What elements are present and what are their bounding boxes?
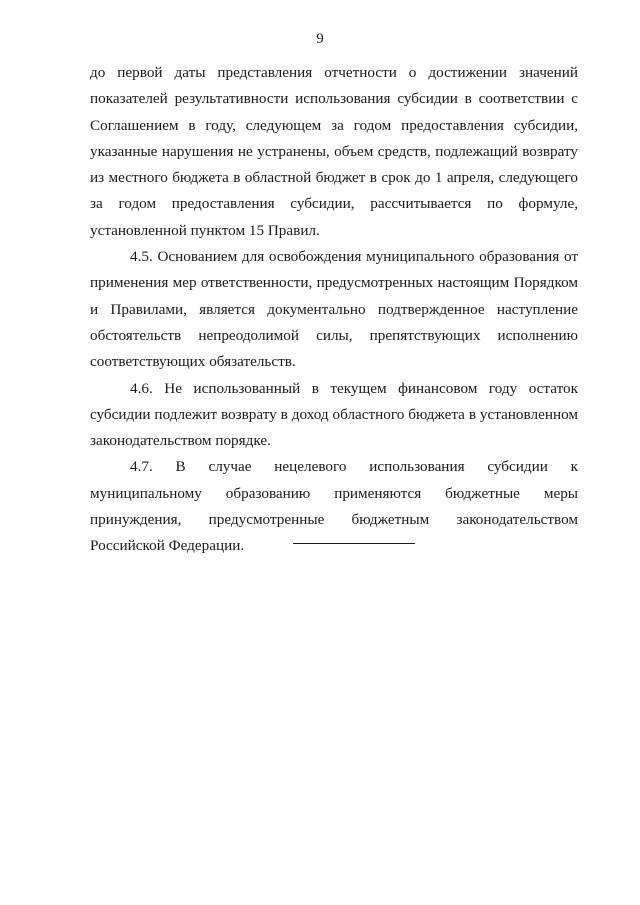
- paragraph-continuation: до первой даты представления отчетности о достижении значений показателей результативности использования субсидии в соответствии с Соглашением в году, следующем за годом предоставления субсидии, указанные нарушения не устранены, объем средств, подлежащий возврату из местного бюджета в областной бюджет в срок до 1 апреля, следующего за годом предоставления субсидии, рассчитывается по формуле, установленной пунктом 15 Правил.: [90, 64, 578, 239]
- paragraph-4-7: 4.7. В случае нецелевого использования субсидии к муниципальному образованию применяются бюджетные меры принуждения, предусмотренные бюджетным законодательством Российской Федерации.: [90, 458, 578, 555]
- body-text: [90, 60, 578, 560]
- page-number: 9: [316, 31, 324, 47]
- paragraph-4-5: 4.5. Основанием для освобождения муниципального образования от применения мер ответственности, предусмотренных настоящим Порядком и Правилами, является документально подтвержденное наступление обстоятельств непреодолимой силы, препятствующих исполнению соответствующих обязательств.: [90, 248, 578, 371]
- paragraph-4-6: 4.6. Не использованный в текущем финансовом году остаток субсидии подлежит возврату в доход областного бюджета в установленном законодательством порядке.: [90, 379, 578, 450]
- end-of-document-line: [293, 543, 415, 544]
